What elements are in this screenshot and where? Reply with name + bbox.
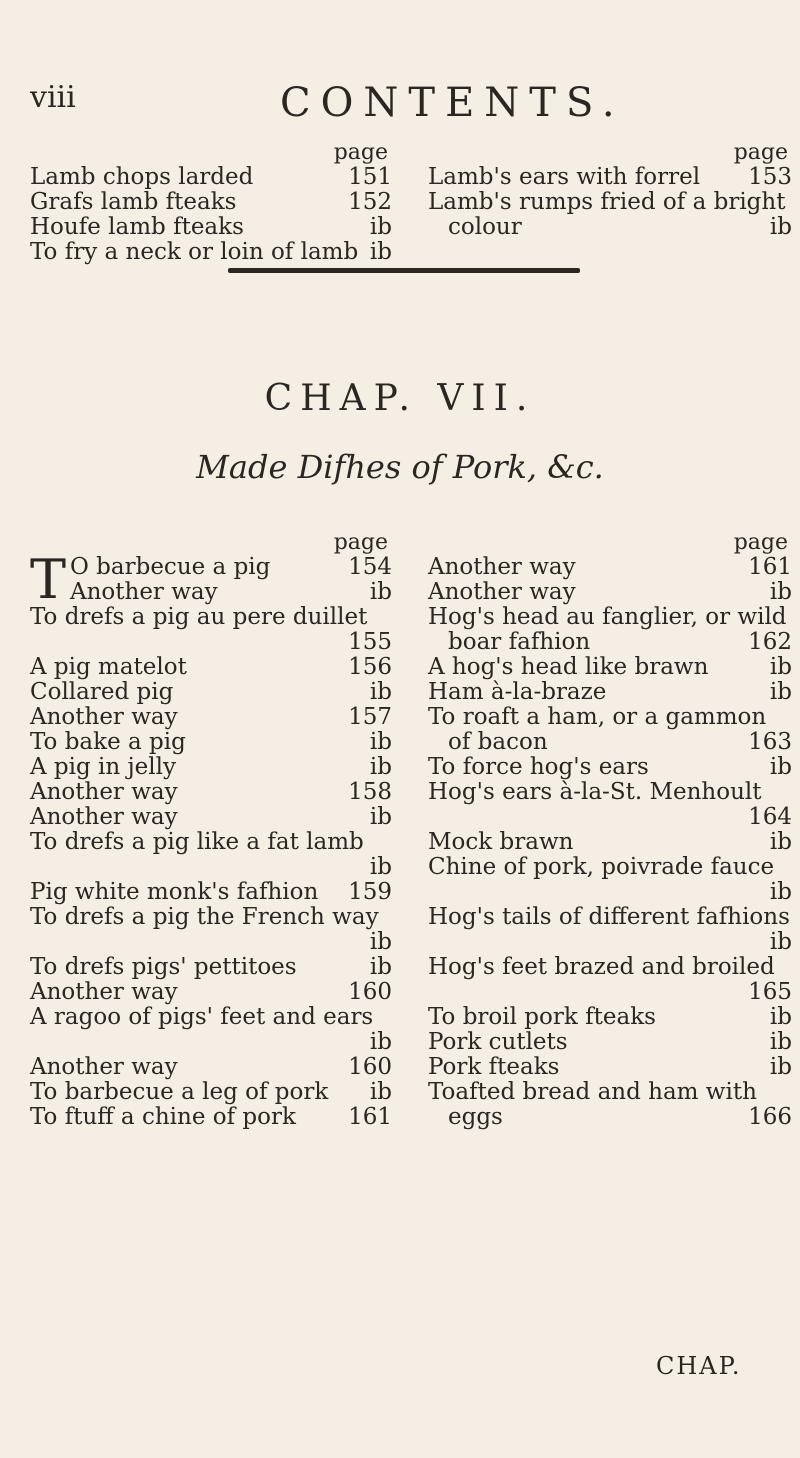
- entry-page: 160: [348, 1054, 392, 1080]
- contents-entry: [30, 1105, 392, 1130]
- contents-entry: [30, 855, 392, 880]
- entry-page: 155: [348, 629, 392, 655]
- entry-page: ib: [769, 679, 792, 705]
- folio-number: viii: [30, 80, 76, 115]
- entry-title: Pork cutlets: [428, 1029, 568, 1055]
- contents-entry: [428, 730, 792, 755]
- entry-page: ib: [769, 829, 792, 855]
- entry-title: O barbecue a pig: [70, 554, 271, 580]
- running-title: CONTENTS.: [280, 80, 625, 126]
- contents-entry: [428, 780, 792, 805]
- entry-title: Mock brawn: [428, 829, 574, 855]
- entry-page: ib: [369, 954, 392, 980]
- chapter-title: CHAP. VII.: [264, 378, 536, 419]
- contents-entry: [30, 555, 392, 580]
- entry-title: To drefs a pig like a fat lamb: [30, 829, 364, 855]
- contents-entry: [428, 1005, 792, 1030]
- contents-entry: [30, 805, 392, 830]
- entry-title: To drefs pigs' pettitoes: [30, 954, 297, 980]
- entry-page: 153: [748, 164, 792, 190]
- left-contents-column: [30, 530, 392, 1130]
- contents-entry: [30, 1030, 392, 1055]
- entry-page: 158: [348, 779, 392, 805]
- entry-title: To drefs a pig the French way: [30, 904, 379, 930]
- contents-entry: [30, 215, 392, 240]
- contents-entry: [428, 555, 792, 580]
- entry-page: 160: [348, 979, 392, 1005]
- contents-entry: [428, 680, 792, 705]
- contents-entry: [428, 190, 792, 215]
- entry-title: Another way: [70, 579, 218, 605]
- contents-entry: [428, 215, 792, 240]
- contents-entry: [30, 655, 392, 680]
- page-column-label: page: [733, 140, 788, 165]
- entry-title: Another way: [30, 704, 178, 730]
- contents-entry: [30, 955, 392, 980]
- entry-title: Collared pig: [30, 679, 174, 705]
- page-column-label: page: [333, 140, 388, 165]
- entry-title: Lamb's ears with forrel: [428, 164, 701, 190]
- entry-page: ib: [369, 854, 392, 880]
- entry-title: To barbecue a leg of pork: [30, 1079, 329, 1105]
- entry-page: ib: [769, 579, 792, 605]
- entry-title: Pork fteaks: [428, 1054, 560, 1080]
- entry-page: ib: [369, 1029, 392, 1055]
- chapter-subtitle: Made Difhes of Pork, &c.: [196, 448, 604, 486]
- entry-title: Grafs lamb fteaks: [30, 189, 237, 215]
- contents-entry: [428, 830, 792, 855]
- right-contents-column: [428, 530, 792, 1130]
- entry-page: ib: [369, 754, 392, 780]
- entry-page: ib: [769, 1004, 792, 1030]
- contents-entry: [30, 1080, 392, 1105]
- contents-entry: [30, 755, 392, 780]
- entry-title: A hog's head like brawn: [428, 654, 709, 680]
- contents-entry: [428, 605, 792, 630]
- contents-entry: [30, 705, 392, 730]
- contents-entry: [428, 705, 792, 730]
- entry-page: ib: [369, 679, 392, 705]
- entry-page: ib: [369, 214, 392, 240]
- entry-title: A pig matelot: [30, 654, 187, 680]
- entry-page: 166: [748, 1104, 792, 1130]
- entry-title: Lamb chops larded: [30, 164, 254, 190]
- entry-title: Another way: [30, 1054, 178, 1080]
- entry-title: Lamb's rumps fried of a bright: [428, 189, 786, 215]
- entry-title: Toafted bread and ham with: [428, 1079, 757, 1105]
- entry-title: To ftuff a chine of pork: [30, 1104, 296, 1130]
- entry-title: Chine of pork, poivrade fauce: [428, 854, 775, 880]
- entry-page: 161: [748, 554, 792, 580]
- entry-title: To broil pork fteaks: [428, 1004, 656, 1030]
- entry-page: ib: [769, 654, 792, 680]
- entry-page: 152: [348, 189, 392, 215]
- contents-entry: [428, 1080, 792, 1105]
- entry-title: To force hog's ears: [428, 754, 649, 780]
- contents-entry: [30, 780, 392, 805]
- contents-entry: [30, 930, 392, 955]
- page-column-label: page: [333, 530, 388, 555]
- contents-entry: [428, 1055, 792, 1080]
- contents-entry: [428, 755, 792, 780]
- entry-page: 161: [348, 1104, 392, 1130]
- entry-title: Another way: [30, 804, 178, 830]
- contents-entry: [428, 955, 792, 980]
- contents-entry: [428, 655, 792, 680]
- contents-entry: [428, 905, 792, 930]
- page-column-label: page: [733, 530, 788, 555]
- contents-entry: [428, 1105, 792, 1130]
- entry-title: Houfe lamb fteaks: [30, 214, 244, 240]
- contents-entry: [30, 880, 392, 905]
- entry-page: 163: [748, 729, 792, 755]
- entry-page: 165: [748, 979, 792, 1005]
- entry-title: Another way: [428, 554, 576, 580]
- entry-page: ib: [769, 214, 792, 240]
- entry-page: ib: [369, 929, 392, 955]
- catchword: CHAP.: [656, 1352, 742, 1380]
- contents-entry: [30, 980, 392, 1005]
- entry-page: 164: [748, 804, 792, 830]
- contents-entry: [428, 165, 792, 190]
- ornamental-rule: [228, 268, 580, 273]
- entry-page: ib: [369, 804, 392, 830]
- entry-title: Hog's feet brazed and broiled: [428, 954, 775, 980]
- entry-page: 154: [348, 554, 392, 580]
- entry-page: ib: [769, 754, 792, 780]
- contents-entry: [30, 240, 392, 265]
- entry-page: ib: [369, 579, 392, 605]
- entry-page: 157: [348, 704, 392, 730]
- contents-entry: [30, 580, 392, 605]
- entry-page: ib: [369, 729, 392, 755]
- contents-entry: [428, 855, 792, 880]
- drop-cap: T: [30, 548, 67, 611]
- entry-title: To drefs a pig au pere duillet: [30, 604, 368, 630]
- entry-title: colour: [448, 214, 522, 240]
- contents-entry: [428, 630, 792, 655]
- contents-entry: [428, 880, 792, 905]
- entry-title: To roaft a ham, or a gammon: [428, 704, 767, 730]
- entry-page: 156: [348, 654, 392, 680]
- entry-title: To bake a pig: [30, 729, 186, 755]
- entry-page: ib: [769, 1054, 792, 1080]
- entry-page: ib: [769, 879, 792, 905]
- entry-page: 151: [348, 164, 392, 190]
- contents-entry: [30, 1005, 392, 1030]
- entry-title: Pig white monk's fafhion: [30, 879, 319, 905]
- contents-entry: [30, 630, 392, 655]
- top-left-contents: [30, 140, 392, 265]
- contents-entry: [428, 805, 792, 830]
- contents-entry: [428, 930, 792, 955]
- entry-page: ib: [369, 1079, 392, 1105]
- entry-page: ib: [369, 239, 392, 265]
- contents-entry: [30, 680, 392, 705]
- contents-entry: [30, 190, 392, 215]
- entry-title: Another way: [30, 979, 178, 1005]
- contents-entry: [30, 605, 392, 630]
- entry-page: ib: [769, 1029, 792, 1055]
- entry-title: To fry a neck or loin of lamb: [30, 239, 359, 265]
- contents-entry: [428, 980, 792, 1005]
- contents-entry: [428, 1030, 792, 1055]
- entry-title: Another way: [30, 779, 178, 805]
- entry-title: Hog's tails of different fafhions: [428, 904, 790, 930]
- entry-title: A ragoo of pigs' feet and ears: [30, 1004, 374, 1030]
- contents-entry: [30, 830, 392, 855]
- entry-title: Ham à-la-braze: [428, 679, 607, 705]
- page-header: [30, 80, 790, 130]
- entry-page: 159: [348, 879, 392, 905]
- entry-page: ib: [769, 929, 792, 955]
- contents-entry: [428, 580, 792, 605]
- contents-entry: [30, 730, 392, 755]
- contents-entry: [30, 1055, 392, 1080]
- entry-title: eggs: [448, 1104, 503, 1130]
- entry-title: Hog's head au fanglier, or wild: [428, 604, 787, 630]
- entry-title: boar fafhion: [448, 629, 591, 655]
- entry-page: 162: [748, 629, 792, 655]
- entry-title: of bacon: [448, 729, 548, 755]
- contents-entry: [30, 905, 392, 930]
- top-right-contents: [428, 140, 792, 240]
- entry-title: Another way: [428, 579, 576, 605]
- contents-entry: [30, 165, 392, 190]
- entry-title: Hog's ears à-la-St. Menhoult: [428, 779, 762, 805]
- entry-title: A pig in jelly: [30, 754, 176, 780]
